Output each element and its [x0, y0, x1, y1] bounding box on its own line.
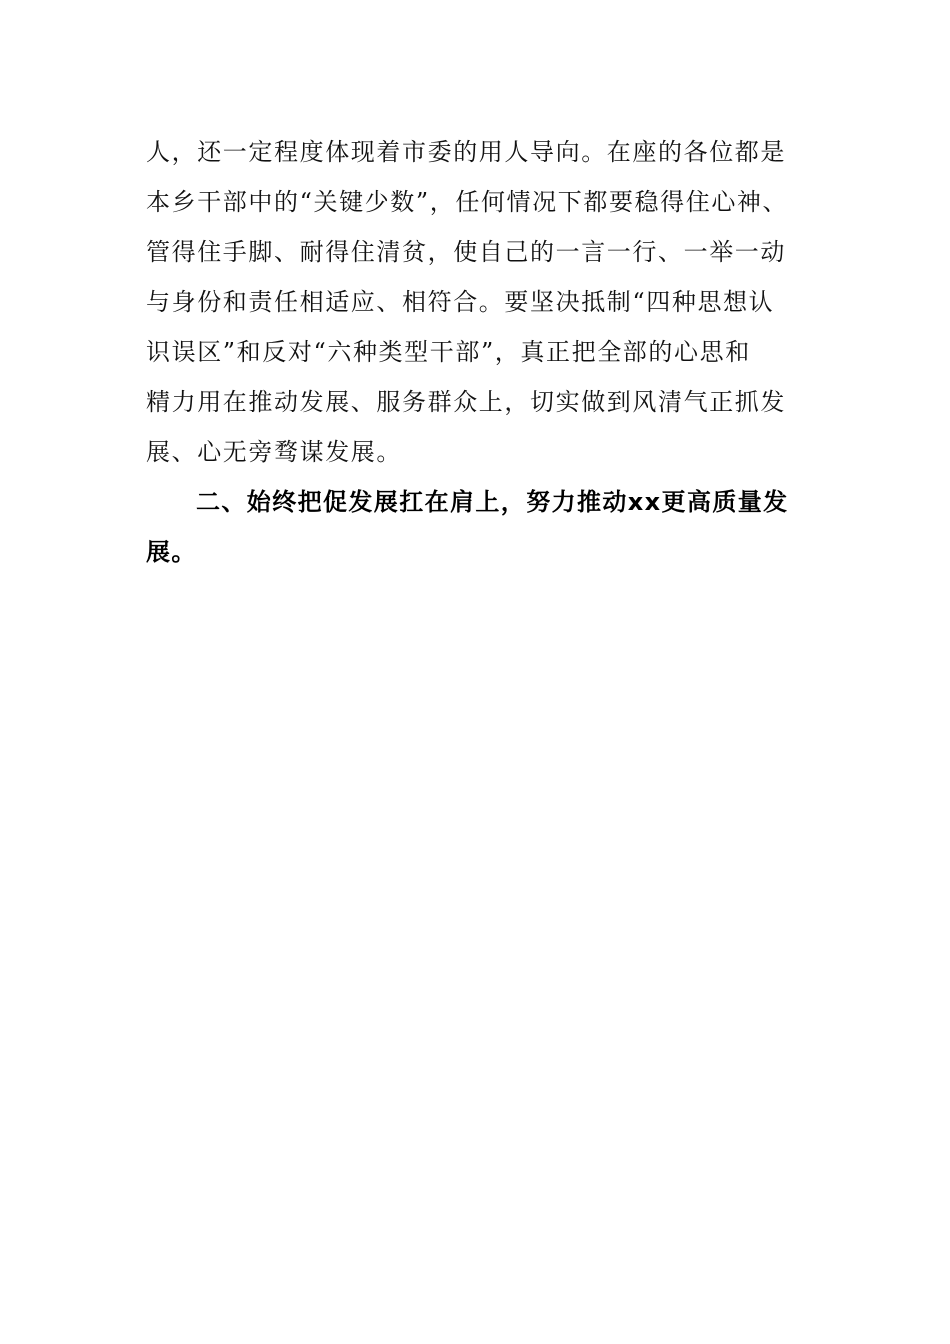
- paragraph-line: 识误区”和反对“六种类型干部”，真正把全部的心思和: [146, 338, 751, 366]
- paragraph-line: 人，还一定程度体现着市委的用人导向。在座的各位都是: [146, 138, 786, 166]
- paragraph-line: 管得住手脚、耐得住清贫，使自己的一言一行、一举一动: [146, 238, 786, 266]
- paragraph-line: 展、心无旁骛谋发展。: [146, 438, 402, 466]
- section-heading: [146, 477, 806, 577]
- paragraph-line: 与身份和责任相适应、相符合。要坚决抵制“四种思想认: [146, 288, 775, 316]
- heading-line: 二、始终把促发展扛在肩上，努力推动xx更高质量发: [196, 488, 789, 516]
- heading-line: 展。: [146, 538, 197, 566]
- paragraph-line: 精力用在推动发展、服务群众上，切实做到风清气正抓发: [146, 388, 786, 416]
- paragraph-line: 本乡干部中的“关键少数”，任何情况下都要稳得住心神、: [146, 188, 789, 216]
- body-paragraph: [146, 127, 806, 477]
